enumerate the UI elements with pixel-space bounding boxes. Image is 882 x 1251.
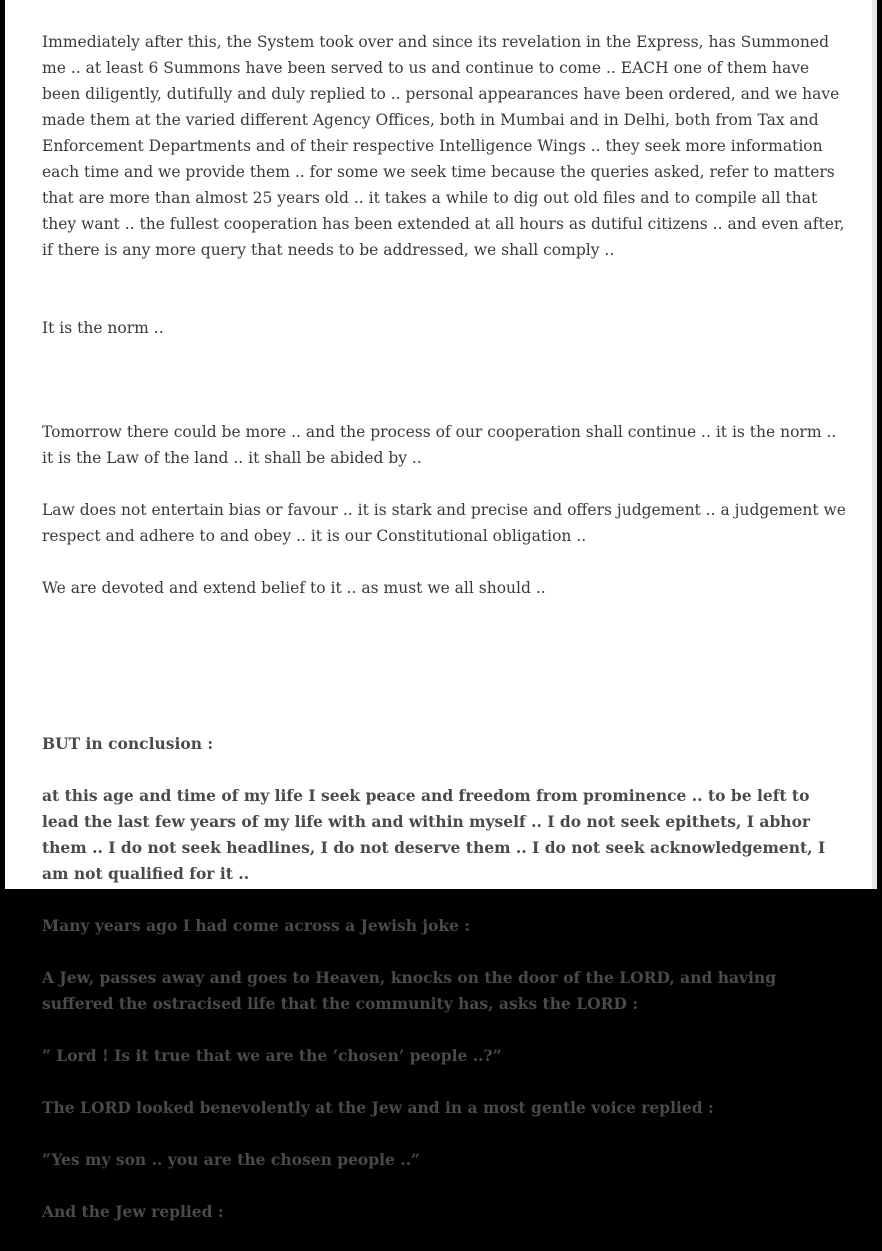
blog-page — [5, 0, 877, 1221]
law-line: We are devoted and extend belief to it .. as must we all should .. — [42, 579, 546, 597]
conclusion-line: The LORD looked benevolently at the Jew and in a most gentle voice replied : — [42, 1098, 714, 1117]
conclusion-line: “Yes my son .. you are the chosen people ..” — [42, 1150, 420, 1169]
paragraph-law — [42, 393, 848, 627]
conclusion-section — [42, 705, 848, 1251]
article-body — [42, 29, 848, 1251]
conclusion-line: Many years ago I had come across a Jewish joke : — [42, 916, 471, 935]
law-line: Tomorrow there could be more .. and the process of our cooperation shall continue .. it is the norm .. it is the Law of the land .. it shall be abided by .. — [42, 423, 837, 467]
paragraph-summons: Immediately after this, the System took over and since its revelation in the Express, has Summoned me .. at least 6 Summons have been served to us and continue to come .. EACH one of them have been diligently, dutifully and duly replied to .. personal appearances have been ordered, and we have made them at the varied different Agency Offices, both in Mumbai and in Delhi, both from Tax and Enforcement Departments and of their respective Intelligence Wings .. they seek more information each time and we provide them .. for some we seek time because the queries asked, refer to matters that are more than almost 25 years old .. it takes a while to dig out old files and to compile all that they want .. the fullest cooperation has been extended at all hours as dutiful citizens .. and even after, if there is any more query that needs to be addressed, we shall comply .. — [42, 33, 845, 259]
spacer — [42, 627, 848, 705]
conclusion-heading: BUT in conclusion : — [42, 734, 214, 753]
paragraph-norm: It is the norm .. — [42, 319, 164, 337]
conclusion-line: at this age and time of my life I seek peace and freedom from prominence .. to be left to lead the last few years of my life with and within myself .. I do not seek epithets, I abhor them .. I do not seek headlines, I do not deserve them .. I do not seek acknowledgement, I am not qualified for it .. — [42, 786, 826, 883]
spacer — [42, 341, 848, 393]
conclusion-line: “ Lord ! Is it true that we are the ‘chosen’ people ..?” — [42, 1046, 502, 1065]
scrollbar[interactable] — [872, 0, 877, 889]
conclusion-line: A Jew, passes away and goes to Heaven, knocks on the door of the LORD, and having suffered the ostracised life that the community has, asks the LORD : — [42, 968, 777, 1013]
law-line: Law does not entertain bias or favour .. it is stark and precise and offers judgement .. a judgement we respect and adhere to and obey .. it is our Constitutional obligation .. — [42, 501, 846, 545]
spacer — [42, 263, 848, 315]
conclusion-line: And the Jew replied : — [42, 1202, 224, 1221]
